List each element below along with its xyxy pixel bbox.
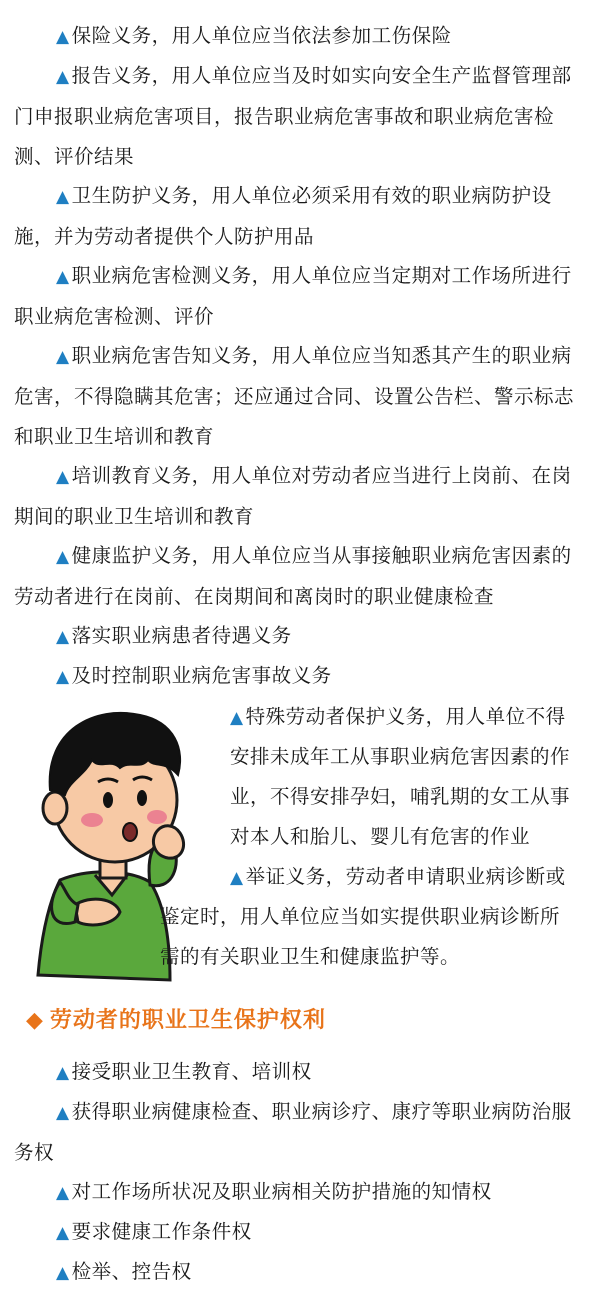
proof-duty-line: 需的有关职业卫生和健康监护等。 xyxy=(160,945,461,968)
triangle-bullet-icon: ▲ xyxy=(56,667,70,687)
triangle-bullet-icon: ▲ xyxy=(56,547,70,567)
triangle-bullet-icon: ▲ xyxy=(56,1063,70,1083)
triangle-bullet-icon: ▲ xyxy=(230,708,244,728)
triangle-bullet-icon: ▲ xyxy=(56,1103,70,1123)
triangle-bullet-icon: ▲ xyxy=(56,1223,70,1243)
triangle-bullet-icon: ▲ xyxy=(56,1183,70,1203)
triangle-bullet-icon: ▲ xyxy=(56,627,70,647)
duty-item: ▲ 及时控制职业病危害事故义务 xyxy=(56,664,332,687)
right-item: ▲ 接受职业卫生教育、培训权 xyxy=(56,1060,312,1083)
triangle-bullet-icon: ▲ xyxy=(56,467,70,487)
right-item: ▲ 对工作场所状况及职业病相关防护措施的知情权 xyxy=(56,1180,492,1203)
triangle-bullet-icon: ▲ xyxy=(56,347,70,367)
special-protection-duty: ▲ 特殊劳动者保护义务，用人单位不得 xyxy=(230,705,566,728)
duty-item: ▲ 职业病危害检测义务，用人单位应当定期对工作场所进行职业病危害检测、评价 xyxy=(14,264,572,328)
duty-item: ▲ 培训教育义务，用人单位对劳动者应当进行上岗前、在岗期间的职业卫生培训和教育 xyxy=(14,464,572,528)
diamond-bullet-icon: ◆ xyxy=(26,1008,44,1033)
duty-item: ▲ 报告义务，用人单位应当及时如实向安全生产监督管理部门申报职业病危害项目，报告职业病危害事故和职业病危害检测、评价结果 xyxy=(14,64,572,168)
right-item: ▲ 要求健康工作条件权 xyxy=(56,1220,252,1243)
duty-item: ▲ 保险义务，用人单位应当依法参加工伤保险 xyxy=(56,24,452,47)
proof-duty-line: 鉴定时，用人单位应当如实提供职业病诊断所 xyxy=(160,905,561,928)
duty-item: ▲ 健康监护义务，用人单位应当从事接触职业病危害因素的劳动者进行在岗前、在岗期间和离岗时的职业健康检查 xyxy=(14,544,572,608)
triangle-bullet-icon: ▲ xyxy=(56,1263,70,1283)
duty-item: ▲ 卫生防护义务，用人单位必须采用有效的职业病防护设施，并为劳动者提供个人防护用品 xyxy=(14,184,552,248)
special-protection-duty-line: 对本人和胎儿、婴儿有危害的作业 xyxy=(230,825,531,848)
triangle-bullet-icon: ▲ xyxy=(56,27,70,47)
triangle-bullet-icon: ▲ xyxy=(230,868,244,888)
proof-duty: ▲ 举证义务，劳动者申请职业病诊断或 xyxy=(230,865,566,888)
duty-item: ▲ 落实职业病患者待遇义务 xyxy=(56,624,292,647)
triangle-bullet-icon: ▲ xyxy=(56,187,70,207)
rights-heading: ◆ 劳动者的职业卫生保护权利 xyxy=(26,1008,326,1033)
right-item: ▲ 检举、控告权 xyxy=(56,1260,192,1283)
right-item: ▲ 获得职业病健康检查、职业病诊疗、康疗等职业病防治服务权 xyxy=(14,1100,572,1164)
triangle-bullet-icon: ▲ xyxy=(56,67,70,87)
special-protection-duty-line: 业，不得安排孕妇，哺乳期的女工从事 xyxy=(230,785,571,808)
special-protection-duty-line: 安排未成年工从事职业病危害因素的作 xyxy=(230,745,571,768)
triangle-bullet-icon: ▲ xyxy=(56,267,70,287)
duty-item: ▲ 职业病危害告知义务，用人单位应当知悉其产生的职业病危害，不得隐瞒其危害；还应通过合同、设置公告栏、警示标志和职业卫生培训和教育 xyxy=(14,344,575,448)
